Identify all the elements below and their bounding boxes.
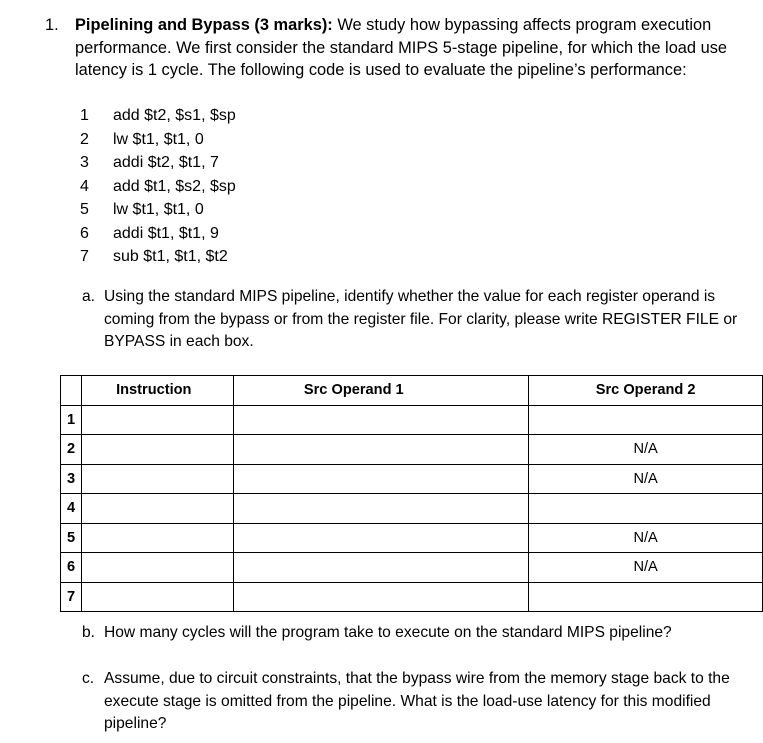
header-src-operand-1: Src Operand 1 xyxy=(233,376,528,406)
row-number: 4 xyxy=(61,494,82,524)
code-line xyxy=(80,245,236,269)
question-body xyxy=(75,14,750,82)
src-operand-2-cell: N/A xyxy=(529,523,763,553)
question-number: 1. xyxy=(45,16,59,34)
code-line xyxy=(80,222,236,246)
instruction-cell[interactable] xyxy=(82,494,234,524)
code-listing xyxy=(80,104,236,269)
code-instruction: add $t2, $s1, $sp xyxy=(113,107,236,124)
src-operand-2-cell[interactable] xyxy=(529,405,763,435)
src-operand-1-cell[interactable] xyxy=(233,523,528,553)
code-line xyxy=(80,175,236,199)
instruction-cell[interactable] xyxy=(82,464,234,494)
code-line-number: 1 xyxy=(80,107,89,124)
instruction-cell[interactable] xyxy=(82,553,234,583)
row-number: 2 xyxy=(61,435,82,465)
code-line-number: 3 xyxy=(80,154,89,171)
instruction-cell[interactable] xyxy=(82,405,234,435)
code-line xyxy=(80,104,236,128)
header-src-operand-2: Src Operand 2 xyxy=(529,376,763,406)
part-c xyxy=(82,668,747,736)
part-c-text: Assume, due to circuit constraints, that the bypass wire from the memory stage back to the execute stage is omitted from the pipeline. What is the load-use latency for this modified pipeline? xyxy=(104,670,730,732)
question-title: Pipelining and Bypass (3 marks): xyxy=(75,16,333,34)
part-a-letter: a. xyxy=(82,288,96,305)
src-operand-2-cell: N/A xyxy=(529,435,763,465)
table-row xyxy=(61,464,763,494)
src-operand-1-cell[interactable] xyxy=(233,494,528,524)
instruction-cell[interactable] xyxy=(82,582,234,612)
code-line-number: 2 xyxy=(80,130,89,148)
part-b-letter: b. xyxy=(82,624,96,641)
code-instruction: addi $t2, $t1, 7 xyxy=(113,154,219,171)
code-line-number: 4 xyxy=(80,177,89,195)
src-operand-1-cell[interactable] xyxy=(233,405,528,435)
table-row xyxy=(61,494,763,524)
code-line-number: 6 xyxy=(80,224,89,242)
table-row xyxy=(61,553,763,583)
src-operand-2-cell: N/A xyxy=(529,464,763,494)
question-1 xyxy=(45,14,750,82)
instruction-cell[interactable] xyxy=(82,523,234,553)
table-row xyxy=(61,523,763,553)
part-b-text: How many cycles will the program take to execute on the standard MIPS pipeline? xyxy=(104,624,672,641)
code-line-number: 7 xyxy=(80,248,89,265)
code-instruction: add $t1, $s2, $sp xyxy=(113,177,236,195)
table-row xyxy=(61,435,763,465)
row-number: 1 xyxy=(61,405,82,435)
table-row xyxy=(61,405,763,435)
part-a xyxy=(82,286,747,354)
row-number: 7 xyxy=(61,582,82,612)
instruction-cell[interactable] xyxy=(82,435,234,465)
src-operand-2-cell[interactable] xyxy=(529,582,763,612)
src-operand-1-cell[interactable] xyxy=(233,582,528,612)
operand-table xyxy=(60,375,763,612)
row-number: 6 xyxy=(61,553,82,583)
part-b xyxy=(82,622,747,645)
question-text: We study how bypassing affects program execution performance. We first consider the standard MIPS 5-stage pipeline, for which the load use latency is 1 cycle. The following code is used to evaluate the pipeline’s performance: xyxy=(75,16,728,79)
code-line xyxy=(80,198,236,222)
table-row xyxy=(61,582,763,612)
code-instruction: addi $t1, $t1, 9 xyxy=(113,224,219,242)
src-operand-1-cell[interactable] xyxy=(233,464,528,494)
code-line xyxy=(80,128,236,152)
table-header-row xyxy=(61,376,763,406)
code-instruction: lw $t1, $t1, 0 xyxy=(113,130,204,148)
code-line xyxy=(80,151,236,175)
row-number: 5 xyxy=(61,523,82,553)
part-c-letter: c. xyxy=(82,670,95,687)
header-number xyxy=(61,376,82,406)
src-operand-1-cell[interactable] xyxy=(233,553,528,583)
code-line-number: 5 xyxy=(80,201,89,218)
part-a-text: Using the standard MIPS pipeline, identify whether the value for each register operand is coming from the bypass or from the register file. For clarity, please write REGISTER FILE or BYPASS in each box. xyxy=(104,288,738,350)
src-operand-2-cell: N/A xyxy=(529,553,763,583)
row-number: 3 xyxy=(61,464,82,494)
src-operand-1-cell[interactable] xyxy=(233,435,528,465)
code-instruction: lw $t1, $t1, 0 xyxy=(113,201,204,218)
header-instruction: Instruction xyxy=(82,376,234,406)
src-operand-2-cell[interactable] xyxy=(529,494,763,524)
code-instruction: sub $t1, $t1, $t2 xyxy=(113,248,228,265)
